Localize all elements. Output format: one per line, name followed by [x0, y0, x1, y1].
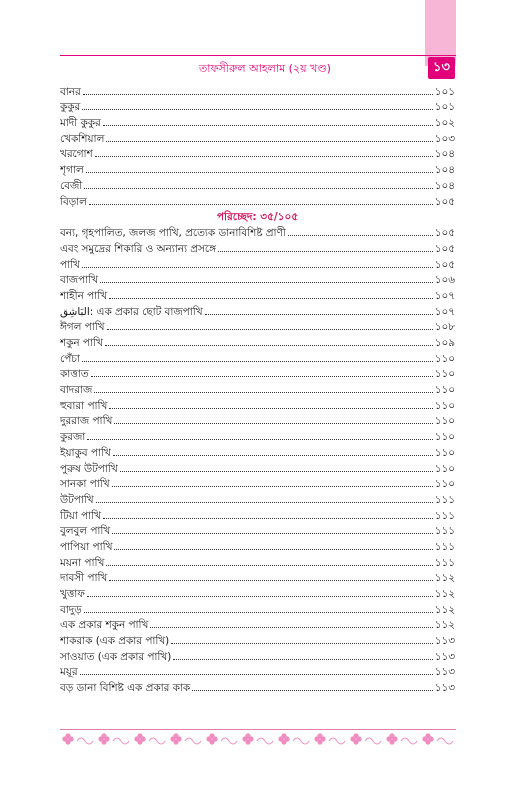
toc-entry	[60, 350, 455, 366]
toc-entry	[60, 177, 455, 193]
toc-entry	[60, 319, 455, 335]
toc-entry-page: ১১২	[434, 588, 455, 600]
dot-leader	[173, 659, 432, 660]
toc-entry-page: ১০৮	[434, 321, 455, 334]
dot-leader	[109, 580, 432, 581]
toc-entry-page: ১০১	[434, 85, 455, 98]
dot-leader	[171, 643, 433, 644]
dot-leader	[86, 172, 433, 173]
toc-list-top	[60, 83, 455, 209]
dot-leader	[112, 533, 433, 534]
table-of-contents	[60, 83, 455, 695]
toc-entry-page: ১১০	[434, 368, 455, 381]
toc-entry-page: ১১০	[434, 478, 455, 491]
toc-entry	[60, 225, 455, 241]
toc-entry-title: ময়না পাখি	[60, 556, 105, 569]
dot-leader	[87, 439, 432, 440]
toc-entry	[60, 99, 455, 115]
dot-leader	[109, 408, 432, 409]
toc-entry-page: ১০৫	[434, 195, 455, 208]
toc-entry-page: ১১২	[434, 619, 455, 632]
toc-entry	[60, 585, 455, 601]
toc-entry	[60, 287, 455, 303]
dot-leader	[114, 423, 432, 424]
toc-entry-title: টিয়া পাখি	[60, 509, 101, 522]
toc-entry-page: ১১৩	[434, 682, 455, 695]
dot-leader	[83, 94, 433, 95]
toc-entry	[60, 146, 455, 162]
dot-leader	[107, 329, 433, 330]
dot-leader	[105, 345, 433, 346]
toc-entry-title: খরগোশ	[60, 148, 93, 161]
toc-entry-title: পাখি	[60, 258, 80, 271]
toc-entry	[60, 428, 455, 444]
toc-entry	[60, 334, 455, 350]
toc-entry-page: ১০৭	[434, 305, 455, 318]
toc-entry	[60, 303, 455, 319]
toc-entry	[60, 476, 455, 492]
toc-entry-page: ১১১	[434, 556, 455, 569]
dot-leader	[95, 156, 433, 157]
dot-leader	[109, 298, 433, 299]
dot-leader	[82, 109, 432, 110]
toc-entry-title: বাজপাখি	[60, 274, 98, 287]
toc-entry	[60, 679, 455, 695]
toc-entry-page: ১১৩	[434, 650, 455, 663]
toc-entry	[60, 397, 455, 413]
toc-entry-page: ১১২	[434, 572, 455, 585]
page-number-badge: ১৩	[428, 57, 455, 79]
toc-entry-title: কুরজা	[60, 431, 86, 444]
dot-leader	[218, 251, 433, 252]
toc-entry-page: ১১০	[434, 384, 455, 397]
toc-entry-title: বিড়াল	[60, 195, 87, 208]
toc-entry-title: শাকরাক (এক প্রকার পাখি)	[60, 635, 170, 648]
running-header-title: তাফসীরুল আহলাম (২য় খণ্ড)	[199, 62, 331, 75]
dot-leader	[103, 518, 433, 519]
toc-entry-title: বানর	[60, 85, 81, 98]
toc-entry	[60, 664, 455, 680]
toc-entry-title: এবং সমুদ্রের শিকারি ও অন্যান্য প্রসঙ্গে	[60, 242, 216, 255]
toc-entry-page: ১১২	[434, 603, 455, 616]
toc-entry-title: শৃগাল	[60, 164, 84, 177]
dot-leader	[96, 502, 433, 503]
toc-entry-page: ১১১	[434, 509, 455, 522]
toc-entry-title: খুত্তাফ	[60, 588, 85, 600]
toc-entry-title: البَاشِق: এক প্রকার ছোট বাজপাখি	[60, 305, 203, 318]
toc-entry	[60, 554, 455, 570]
toc-entry-title: কুকুর	[60, 101, 81, 114]
toc-entry-page: ১০৪	[434, 164, 455, 177]
toc-entry	[60, 130, 455, 146]
toc-entry-title: ময়ূর	[60, 666, 78, 679]
toc-entry-title: বাদরাজ	[60, 384, 93, 397]
dot-leader	[82, 267, 433, 268]
toc-entry	[60, 83, 455, 99]
toc-entry	[60, 240, 455, 256]
footer-ornament-border	[60, 731, 456, 745]
dot-leader	[113, 455, 433, 456]
dot-leader	[112, 486, 433, 487]
toc-list-bottom	[60, 225, 455, 696]
toc-entry	[60, 538, 455, 554]
toc-entry-page: ১০৫	[434, 242, 455, 255]
toc-entry	[60, 272, 455, 288]
dot-leader	[288, 235, 433, 236]
toc-entry	[60, 507, 455, 523]
toc-entry-page: ১০৪	[434, 179, 455, 192]
toc-entry	[60, 491, 455, 507]
toc-entry-title: কাত্তাত	[60, 368, 89, 381]
toc-entry-page: ১০৫	[434, 258, 455, 271]
toc-entry	[60, 632, 455, 648]
dot-leader	[120, 471, 433, 472]
toc-entry-title: শাহীন পাখি	[60, 289, 107, 302]
toc-entry-page: ১০৯	[434, 337, 455, 349]
toc-entry	[60, 648, 455, 664]
toc-entry	[60, 193, 455, 209]
toc-entry	[60, 460, 455, 476]
toc-entry-title: সানকা পাখি	[60, 478, 110, 491]
toc-entry-title: সাওয়াত (এক প্রকার পাখি)	[60, 650, 172, 663]
toc-entry	[60, 523, 455, 539]
toc-entry-title: পুরুষ উটপাখি	[60, 462, 118, 475]
dot-leader	[192, 690, 433, 691]
toc-entry-title: শকুন পাখি	[60, 337, 103, 349]
toc-entry-title: বুলবুল পাখি	[60, 525, 111, 538]
dot-leader	[87, 596, 433, 597]
dot-leader	[82, 361, 433, 362]
footer-rule	[60, 729, 456, 730]
dot-leader	[106, 141, 432, 142]
toc-entry	[60, 114, 455, 130]
toc-entry-title: দাবসী পাখি	[60, 572, 108, 585]
toc-entry-page: ১০৫	[434, 227, 455, 240]
dot-leader	[84, 188, 432, 189]
toc-entry-page: ১১০	[434, 446, 455, 459]
toc-entry-title: ঈগল পাখি	[60, 321, 105, 334]
section-heading: পরিচ্ছেদ: ৩৫/১০৫	[216, 210, 299, 223]
toc-entry	[60, 161, 455, 177]
toc-entry	[60, 413, 455, 429]
toc-entry-title: উটপাখি	[60, 493, 94, 506]
dot-leader	[94, 392, 432, 393]
ornament-flowers-icon	[60, 732, 456, 745]
toc-entry-title: দুররাজ পাখি	[60, 415, 113, 428]
toc-entry-title: বন্য, গৃহপালিত, জলজ পাখি, প্রত্যেক ডানাবিশিষ্ট প্রাণী	[60, 227, 286, 240]
toc-entry	[60, 444, 455, 460]
toc-entry-page: ১১১	[434, 540, 455, 553]
toc-entry	[60, 617, 455, 633]
toc-entry-page: ১০৬	[434, 274, 455, 287]
toc-entry	[60, 570, 455, 586]
toc-entry-page: ১০৭	[434, 289, 455, 302]
toc-entry	[60, 366, 455, 382]
toc-entry-page: ১১১	[434, 493, 455, 506]
toc-entry-page: ১১১	[434, 525, 455, 538]
toc-entry-title: খেকশিয়াল	[60, 132, 105, 145]
dot-leader	[150, 627, 432, 628]
header-rule	[60, 55, 456, 56]
toc-entry-page: ১১০	[434, 352, 455, 365]
toc-entry-title: মাদী কুকুর	[60, 117, 101, 130]
dot-leader	[89, 204, 433, 205]
toc-entry-page: ১১০	[434, 415, 455, 428]
toc-entry-page: ১১০	[434, 431, 455, 444]
toc-entry-title: পাপিয়া পাখি	[60, 540, 113, 553]
toc-entry-page: ১১০	[434, 399, 455, 412]
toc-entry-page: ১১৩	[434, 635, 455, 648]
dot-leader	[106, 565, 432, 566]
dot-leader	[84, 612, 433, 613]
toc-entry-title: এক প্রকার শকুন পাখি	[60, 619, 149, 632]
dot-leader	[91, 376, 433, 377]
toc-entry-title: বেজী	[60, 179, 83, 192]
toc-entry-title: পেঁচা	[60, 352, 80, 365]
toc-entry-page: ১০৩	[434, 132, 455, 145]
toc-entry	[60, 601, 455, 617]
dot-leader	[100, 282, 433, 283]
dot-leader	[80, 674, 433, 675]
toc-entry	[60, 256, 455, 272]
toc-entry-page: ১১০	[434, 462, 455, 475]
toc-entry-page: ১১৩	[434, 666, 455, 679]
toc-entry-page: ১০১	[434, 101, 455, 114]
toc-entry-page: ১০৪	[434, 148, 455, 161]
toc-entry-title: বড় ডানা বিশিষ্ট এক প্রকার কাক	[60, 682, 191, 695]
dot-leader	[114, 549, 432, 550]
toc-entry-title: ইয়াকুব পাখি	[60, 446, 111, 459]
toc-entry-page: ১০২	[434, 117, 455, 130]
toc-entry-title: হুবারা পাখি	[60, 399, 108, 412]
dot-leader	[103, 125, 433, 126]
dot-leader	[205, 314, 433, 315]
toc-entry-title: বাদুড়	[60, 603, 82, 616]
toc-entry	[60, 381, 455, 397]
